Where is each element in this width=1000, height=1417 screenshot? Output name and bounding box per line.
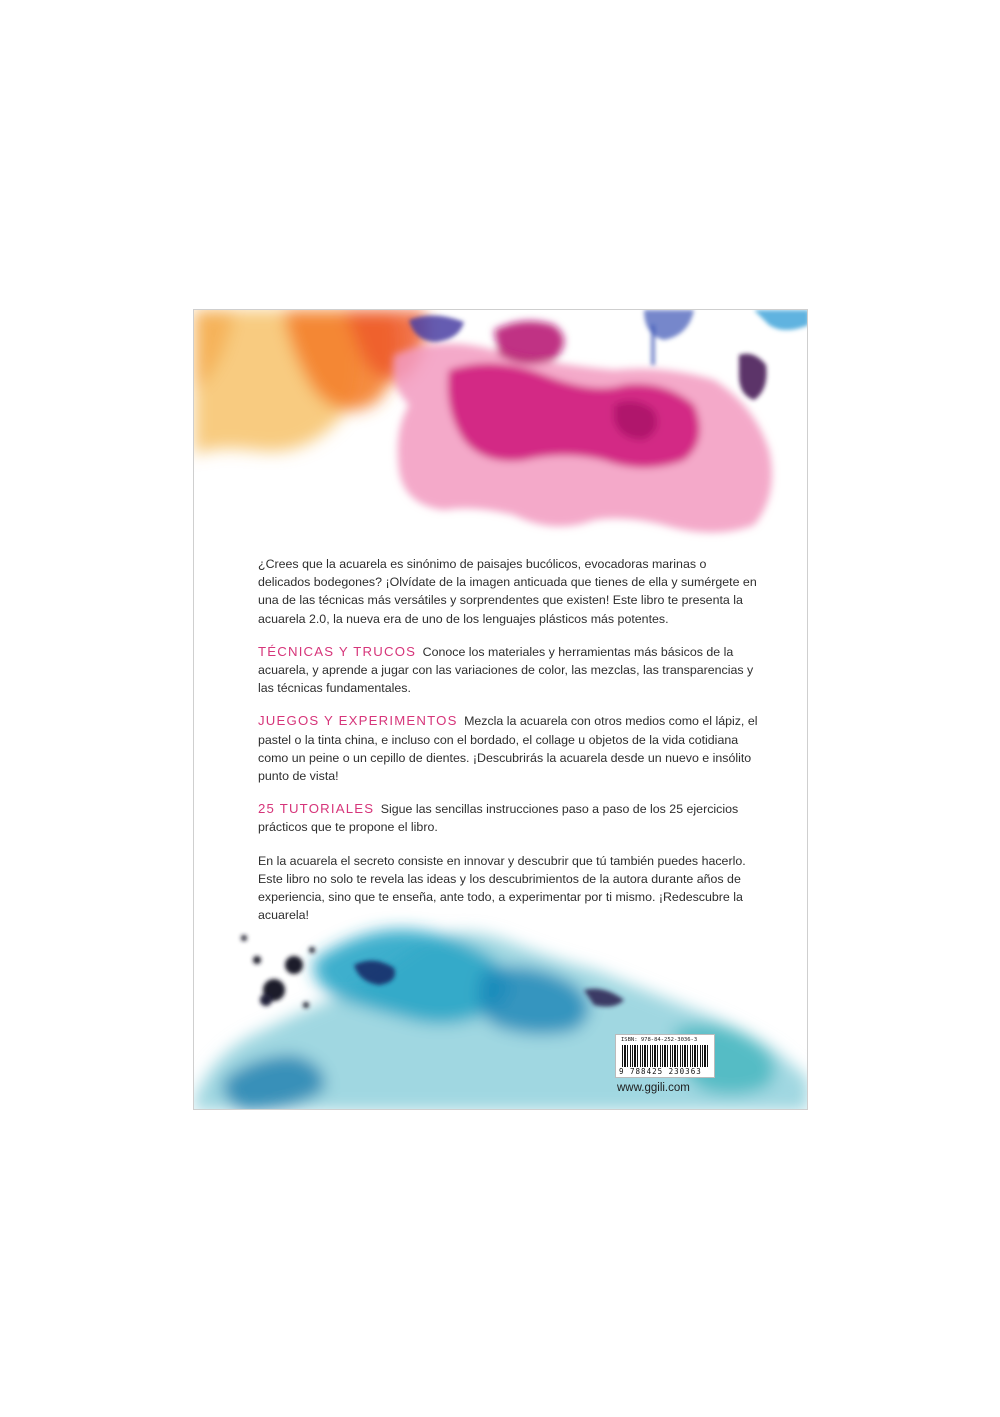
section-body: Conoce los materiales y herramientas más básicos de la acuarela, y aprende a jugar con las variaciones de color, las mezclas, las transparencias y las técnicas fundamentales.	[258, 644, 754, 696]
barcode-bars	[622, 1045, 710, 1067]
section-body: Mezcla la acuarela con otros medios como el lápiz, el pastel o la tinta china, e incluso con el bordado, el collage u objetos de la vida cotidiana como un peine o un cepillo de dientes. ¡Descubrirás la acuarela desde un nuevo e insólito punto de vista!	[258, 714, 758, 784]
book-back-cover	[193, 309, 808, 1110]
publisher-website: www.ggili.com	[617, 1082, 690, 1094]
top-pink-splash	[393, 321, 772, 533]
bottom-blue-splash	[194, 929, 808, 1110]
top-warm-splash	[194, 310, 427, 455]
section-techniques	[258, 643, 758, 698]
closing-paragraph: En la acuarela el secreto consiste en innovar y descubrir que tú también puedes hacerlo. Este libro no solo te revela las ideas y los descubrimientos de la autora durante años de experiencia, sino que te enseña, ante todo, a experimentar por ti mismo. ¡Redescubre la acuarela!	[258, 853, 746, 923]
intro-paragraph: ¿Crees que la acuarela es sinónimo de paisajes bucólicos, evocadoras marinas o delicados bodegones? ¡Olvídate de la imagen anticuada que tienes de ella y sumérgete en una de las técnicas más versátiles y sorprendentes que existen! Este libro te presenta la acuarela 2.0, la nueva era de uno de los lenguajes plásticos más potentes.	[258, 557, 757, 626]
section-heading: JUEGOS Y EXPERIMENTOS	[258, 713, 458, 729]
section-games	[258, 712, 758, 785]
barcode-number: 9 788425 230363	[619, 1067, 702, 1076]
section-heading: TÉCNICAS Y TRUCOS	[258, 643, 417, 659]
barcode	[615, 1034, 715, 1078]
section-body: Sigue las sencillas instrucciones paso a paso de los 25 ejercicios prácticos que te propone el libro.	[258, 802, 739, 835]
section-tutorials	[258, 800, 758, 836]
back-cover-text	[258, 555, 758, 939]
section-heading: 25 TUTORIALES	[258, 801, 375, 817]
isbn-label: ISBN: 978-84-252-3036-3	[621, 1037, 698, 1043]
